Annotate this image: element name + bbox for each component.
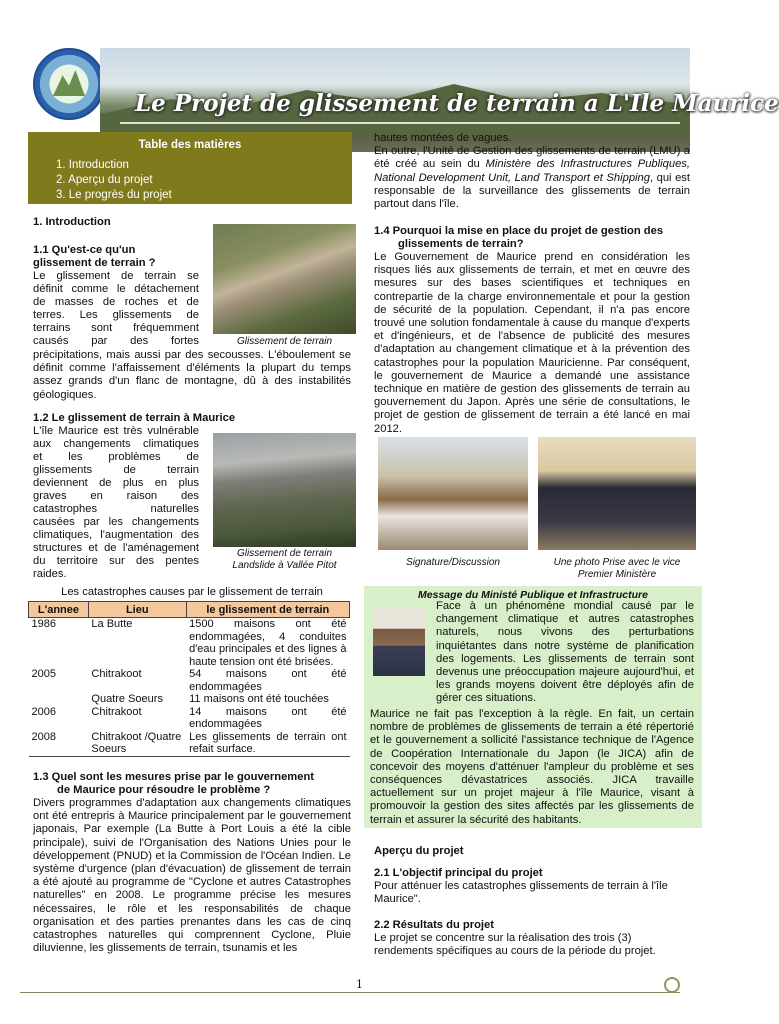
footer-rule <box>20 992 680 993</box>
toc-heading: Table des matières <box>138 139 242 151</box>
s11-body: précipitations, mais aussi par des secousses. L'éboulement se définit comme l'affaissement d'éléments la plupart du temps assez grands d'un flanc de montagne, dû à des instabilités géologiques. <box>33 349 351 401</box>
place-cell: Chitrakoot /Quatre Soeurs <box>91 730 182 755</box>
s13-heading: de Maurice pour résoudre le problème ? <box>57 784 271 796</box>
landslide-events-table <box>28 601 350 757</box>
year-cell: 2005 <box>31 668 56 680</box>
text-line: structures et de l'aménagement <box>33 542 199 554</box>
year-cell: 2008 <box>31 730 56 743</box>
photo-caption: Landslide à Vallée Pitot <box>232 560 337 571</box>
desc-cell: Les glissements de terrain ont refait surface. <box>189 730 347 755</box>
text-line: L'île Maurice est très vulnérable <box>33 425 199 437</box>
photo-caption: Une photo Prise avec le vice <box>553 557 681 568</box>
desc-cell: 11 maisons ont été touchées <box>189 693 329 705</box>
text-span: hautes montées de vagues. <box>374 132 512 144</box>
column-header: Lieu <box>88 602 186 618</box>
project-logo <box>33 48 105 120</box>
table-row <box>29 668 350 693</box>
text-line: graves en raison des <box>33 490 199 502</box>
minister-portrait <box>373 608 425 676</box>
table-row <box>29 731 350 757</box>
s14-heading: 1.4 Pourquoi la mise en place du projet de gestion des <box>374 225 664 237</box>
table-of-contents <box>28 132 352 204</box>
message-text-full: Maurice ne fait pas l'exception à la règle. En fait, un certain nombre de problèmes de glissements de terrain a été répertorié et le gouvernement a sollicité l'assistance technique de l'Agence de Coopération Internationale du Japon (le JICA) afin de concevoir des moyens d'atténuer l'ampleur du problème et ses conséquences dévastatrices associés. JICA travaille actuellement sur un projet majeur à l'île Maurice, visant à promouvoir la gestion des sites affectés par les glissements de terrain et assurer la sécurité des habitants. <box>370 708 694 826</box>
s13-heading: 1.3 Quel sont les mesures prise par le gouvernement <box>33 771 315 783</box>
text-line: Le glissement de terrain se <box>33 270 199 282</box>
message-heading: Message du Ministé Publique et Infrastructure <box>418 589 648 601</box>
table-caption: Les catastrophes causes par le glissement de terrain <box>61 586 323 598</box>
s22-body: Le projet se concentre sur la réalisation des trois (3) rendements spécifiques au cours de la période du projet. <box>374 932 656 958</box>
s14-heading: glissements de terrain? <box>398 238 524 250</box>
desc-cell: 54 maisons ont été endommagées <box>189 668 347 693</box>
text-line: causées par les changements <box>33 516 199 528</box>
photo-caption: Glissement de terrain <box>236 548 333 559</box>
photo-caption: Signature/Discussion <box>406 557 500 568</box>
apercu-heading: Aperçu du projet <box>374 845 464 857</box>
s12-heading: 1.2 Le glissement de terrain à Maurice <box>33 412 236 424</box>
message-text: Face à un phénomène mondial causé par le changement climatique et autres catastrophes naturels, nous vivons des perturbations inquiétantes dans notre système de planification des logements. Les glissements de terrain sont devenus une préoccupation majeure aujourd'hui, et les grands moyens doivent être déployés afin de gérer ces situations. <box>436 600 694 705</box>
text-line: aux changements climatiques <box>33 438 199 450</box>
table-row <box>29 706 350 731</box>
s22-heading: 2.2 Résultats du projet <box>374 919 494 931</box>
group-photo <box>538 437 696 550</box>
column-header: L'annee <box>29 602 89 618</box>
year-cell: 1986 <box>31 618 56 630</box>
toc-item: 3. Le progrès du projet <box>56 189 172 201</box>
s14-body: Le Gouvernement de Maurice prend en considération les risques liés aux glissements de terrain, et met en œuvre des mesures sur des bases scientifiques et techniques en contrepartie de la charge environnementale et pour la gestion de sécurité de la population. Cependant, il n'a pas encore trouvé une solution fondamentale à cause du manque d'experts et d'ingénieurs, et de l'absence de publicité des mesures d'adaptation au changement climatique et à la prévention des catastrophes pour la population Mauricienne. Par conséquent, le gouvernement de Maurice a demandé une assistance technique en matière de gestion des glissements de terrain au gouvernement du Japon. Après une série de consultations, le projet de gestion de glissement de terrain a été lancé en mai 2012. <box>374 251 690 435</box>
swirl-icon <box>664 977 680 993</box>
photo-caption: Premier Ministère <box>577 569 657 580</box>
desc-cell: 1500 maisons ont été endommagées, 4 conduites d'eau principales et des lignes à haute tension ont été brisées. <box>189 618 347 668</box>
continued-text <box>374 132 690 211</box>
text-line: climatiques, l'augmentation des <box>33 529 199 541</box>
photo-caption: Glissement de terrain <box>236 336 333 347</box>
place-cell: Chitrakoot <box>91 668 142 680</box>
text-span: , qui est responsable de la surveillance des glissements de terrain partout dans l'île. <box>374 171 690 211</box>
ministry-name: Ministère des Infrastructures Publiques, National Development Unit, Land Transport et Shipping <box>374 158 690 184</box>
text-line: glissements de terrain <box>33 464 199 476</box>
text-line: terrains sont fréquemment <box>33 322 199 334</box>
column-header: le glissement de terrain <box>186 602 349 618</box>
table-header-row <box>29 602 350 618</box>
toc-item: 2. Aperçu du projet <box>56 174 153 186</box>
text-line: raides. <box>33 568 67 580</box>
page-number: 1 <box>356 978 363 991</box>
text-line: deviennent de plus en plus <box>33 477 199 489</box>
landslide-photo-2 <box>213 433 356 547</box>
text-line: de masses de roches et de <box>33 296 199 308</box>
page-title: Le Projet de glissement de terrain a L'Ile Maurice <box>135 90 779 117</box>
text-line: causés par des fortes <box>33 335 199 347</box>
table-row <box>29 618 350 669</box>
s11-heading: 1.1 Qu'est-ce qu'un <box>33 244 136 256</box>
place-cell: La Butte <box>91 618 133 630</box>
text-line: catastrophes naturelles <box>33 503 199 515</box>
desc-cell: 14 maisons ont été endommagées <box>189 705 347 730</box>
table-row <box>29 693 350 706</box>
text-line: définit comme le détachement <box>33 283 199 295</box>
landslide-photo-1 <box>213 224 356 334</box>
signature-photo <box>378 437 528 550</box>
year-cell: 2006 <box>31 705 56 718</box>
place-cell: Quatre Soeurs <box>91 693 163 705</box>
text-line: terres. Les glissements de <box>33 309 199 321</box>
place-cell: Chitrakoot <box>91 705 142 718</box>
intro-heading: 1. Introduction <box>33 216 111 228</box>
text-line: du territoire sur des pentes <box>33 555 199 567</box>
toc-item: 1. Introduction <box>56 159 129 171</box>
text-span: En outre, l'Unité de Gestion des glissements de terrain (LMU) a été créé au sein du <box>374 145 690 171</box>
text-line: et les problèmes de <box>33 451 199 463</box>
s21-heading: 2.1 L'objectif principal du projet <box>374 867 543 879</box>
s13-body: Divers programmes d'adaptation aux changements climatiques ont été entrepris à Maurice principalement par le gouvernement japonais, Par exemple (La Butte à Port Louis a été la cible principale), suivi de l'Organisation des Nations Unies pour le développement (PNUD) et la Commission de l'Océan Indien. Le système d'urgence (plan d'évacuation) de glissement de terrain a été ajouté au programme de "Cyclone et autres Catastrophes naturelles" en 2008. Le programme précise les mesures nécessaires, le rôle et les responsabilités de chaque organisation et des parties prenantes dans les cas de cinq catastrophes naturelles qui comprennent Cyclone, Pluie diluvienne, les glissements de terrain, tsunamis et les <box>33 797 351 955</box>
s21-body: Pour atténuer les catastrophes glissements de terrain à l'île Maurice". <box>374 880 668 906</box>
s11-heading: glissement de terrain ? <box>33 257 156 269</box>
year-cell <box>29 693 89 706</box>
